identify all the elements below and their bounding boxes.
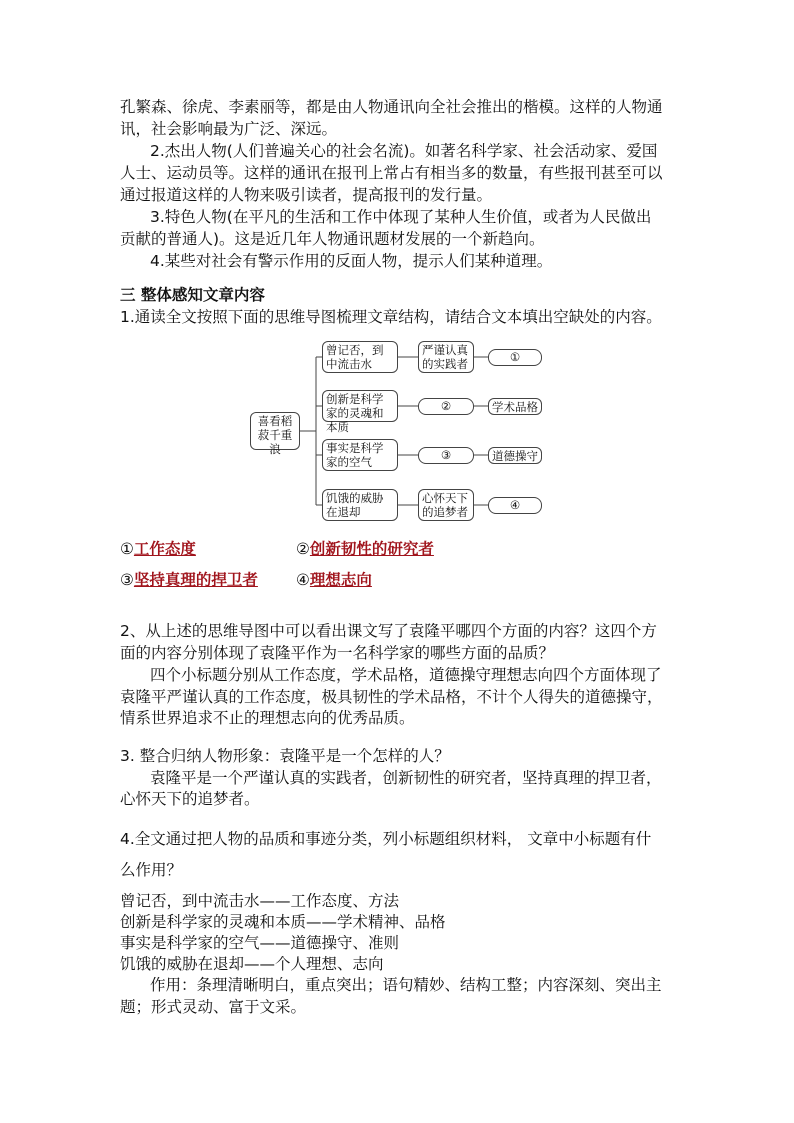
answer-2-number: ② (296, 540, 310, 558)
question-1: 1.通读全文按照下面的思维导图梳理文章结构，请结合文本填出空缺处的内容。 (120, 308, 662, 326)
section-heading: 三 整体感知文章内容 (120, 286, 265, 304)
branch-2-end: 学术品格 (488, 398, 542, 415)
intro-line: 孔繁森、徐虎、李素丽等，都是由人物通讯向全社会推出的楷模。这样的人物通 (120, 98, 663, 116)
subtitle-row: 事实是科学家的空气——道德操守、准则 (120, 934, 400, 952)
question-2: 2、从上述的思维导图中可以看出课文写了袁隆平哪四个方面的内容？这四个方 (120, 622, 657, 640)
subtitle-row: 曾记否，到中流击水——工作态度、方法 (120, 892, 400, 910)
answer-1 (120, 539, 196, 559)
answer-text: 情系世界追求不止的理想志向的优秀品质。 (120, 709, 415, 727)
intro-item-2: 人士、运动员等。这样的通讯在报刊上常占有相当多的数量，有些报刊甚至可以 (120, 164, 663, 182)
branch-1-end: ① (488, 349, 542, 366)
question-4: 么作用？ (120, 861, 183, 879)
intro-line: 讯，社会影响最为广泛、深远。 (120, 120, 338, 138)
branch-2-title: 创新是科学家的灵魂和本质 (322, 390, 398, 422)
mind-map (250, 338, 550, 524)
effect-text: 题；形式灵动、富于文采。 (120, 998, 307, 1016)
answer-4 (296, 570, 372, 590)
intro-item-2: 通过报道这样的人物来吸引读者，提高报刊的发行量。 (120, 186, 493, 204)
answer-1-number: ① (120, 540, 134, 558)
answer-text: 四个小标题分别从工作态度，学术品格，道德操守理想志向四个方面体现了 (150, 666, 662, 684)
question-4: 4.全文通过把人物的品质和事迹分类，列小标题组织材料， 文章中小标题有什 (120, 830, 652, 848)
subtitle-row: 饥饿的威胁在退却——个人理想、志向 (120, 955, 384, 973)
branch-4-end: ④ (488, 497, 542, 514)
answer-text: 袁隆平严谨认真的工作态度，极具韧性的学术品格，不计个人得失的道德操守， (120, 688, 663, 706)
effect-text: 作用：条理清晰明白，重点突出；语句精妙、结构工整；内容深刻、突出主 (150, 976, 662, 994)
branch-3-title: 事实是科学家的空气 (322, 439, 398, 471)
answer-2-value: 创新韧性的研究者 (309, 540, 434, 558)
intro-item-3: 3.特色人物(在平凡的生活和工作中体现了某种人生价值，或者为人民做出 (150, 208, 652, 226)
answer-4-number: ④ (296, 571, 310, 589)
answer-3 (120, 570, 258, 590)
answer-text: 袁隆平是一个严谨认真的实践者，创新韧性的研究者，坚持真理的捍卫者， (150, 769, 662, 787)
branch-4-title: 饥饿的威胁在退却 (322, 489, 398, 521)
answer-2 (296, 539, 434, 559)
answer-4-value: 理想志向 (309, 571, 372, 589)
answer-3-value: 坚持真理的捍卫者 (133, 571, 258, 589)
intro-item-3: 贡献的普通人)。这是近几年人物通讯题材发展的一个新趋向。 (120, 230, 545, 248)
answer-3-number: ③ (120, 571, 134, 589)
question-2: 面的内容分别体现了袁隆平作为一名科学家的哪些方面的品质？ (120, 644, 555, 662)
branch-4-middle: 心怀天下的追梦者 (418, 489, 474, 521)
branch-2-middle: ② (418, 398, 474, 415)
mind-map-root: 喜看稻菽千重浪 (250, 412, 300, 450)
intro-item-2: 2.杰出人物(人们普遍关心的社会名流)。如著名科学家、社会活动家、爱国 (150, 142, 658, 160)
subtitle-row: 创新是科学家的灵魂和本质——学术精神、品格 (120, 913, 446, 931)
answer-1-value: 工作态度 (133, 540, 196, 558)
intro-item-4: 4.某些对社会有警示作用的反面人物，提示人们某种道理。 (150, 252, 553, 270)
branch-1-middle: 严谨认真的实践者 (418, 341, 474, 373)
branch-1-title: 曾记否，到中流击水 (322, 341, 398, 373)
branch-3-end: 道德操守 (488, 447, 542, 464)
answer-text: 心怀天下的追梦者。 (120, 790, 260, 808)
branch-3-middle: ③ (418, 447, 474, 464)
question-3: 3. 整合归纳人物形象：袁隆平是一个怎样的人？ (120, 747, 450, 765)
